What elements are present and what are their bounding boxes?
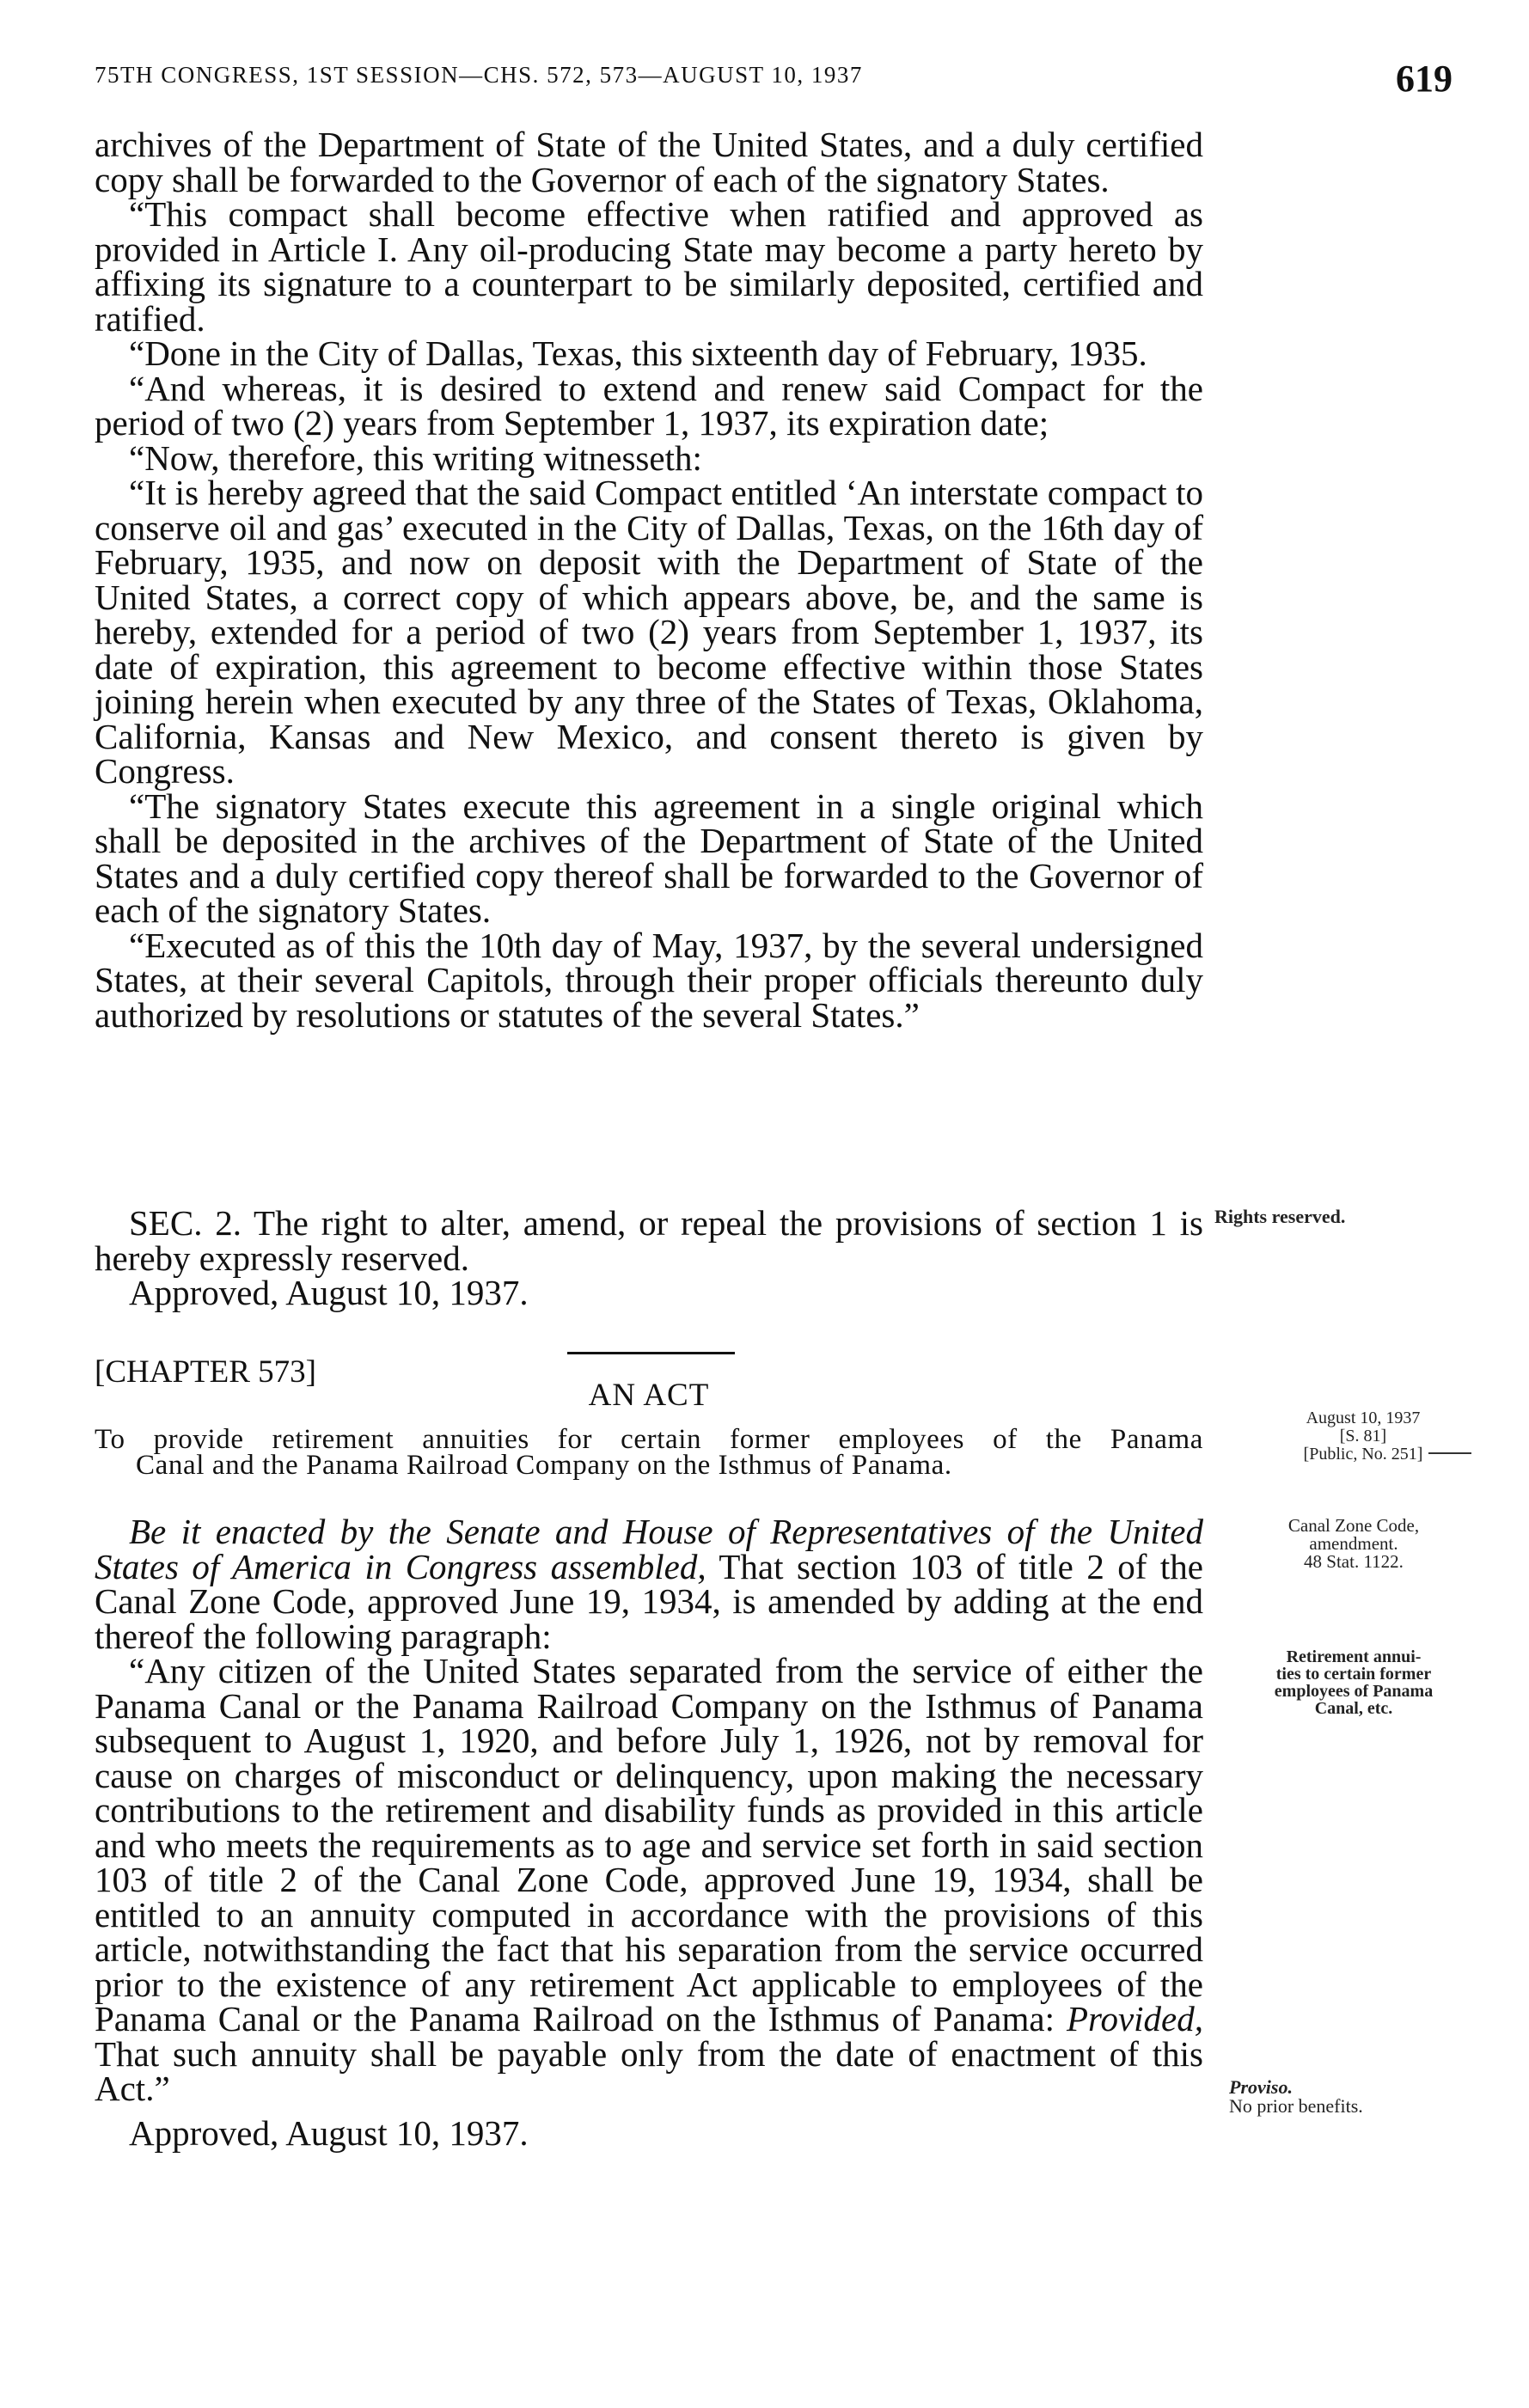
proviso-text: That such annuity shall be payable only from the date of enactment of this Act.” (95, 2033, 1203, 2108)
paragraph: “It is hereby agreed that the said Compact entitled ‘An interstate compact to conserve oil and gas’ executed in the City of Dallas, Texas, on the 16th day of February, 1935, and now on deposit with the Department of State of the United States, a correct copy of which appears above, be, and the same is hereby, extended for a period of two (2) years from September 1, 1937, its date of expiration, this agreement to become effective within those States joining herein when executed by any three of the States of Texas, Oklahoma, California, Kansas and New Mexico, and consent thereto is given by Congress. (95, 473, 1203, 791)
margin-note-retirement (1229, 1648, 1478, 1717)
provided-word: Provided, (1066, 1999, 1203, 2038)
chapter-573-body (95, 1514, 1203, 2106)
margin-note-line: Retirement annui- (1286, 1647, 1422, 1666)
no-prior-benefits-label: No prior benefits. (1229, 2095, 1363, 2117)
paragraph: “And whereas, it is desired to extend and renew said Compact for the period of two (2) years from September 1, 1937, its expiration date; (95, 368, 1203, 443)
margin-note-line: 48 Stat. 1122. (1304, 1551, 1404, 1572)
bill-number: [S. 81] (1339, 1427, 1387, 1445)
paragraph: “Executed as of this the 10th day of May, 1937, by the several undersigned States, at their several Capitols, through their proper officials thereunto duly authorized by resolutions or statutes of the several States.” (95, 925, 1203, 1035)
act-title: AN ACT (588, 1378, 710, 1413)
section-2 (95, 1203, 1203, 1312)
running-title: 75TH CONGRESS, 1ST SESSION—CHS. 572, 573—AUGUST 10, 1937 (95, 62, 863, 88)
margin-note-enactment-date (1260, 1409, 1466, 1464)
amendment-text: “Any citizen of the United States separated from the service of either the Panama Canal or the Panama Railroad Company on the Isthmus of Panama subsequent to August 1, 1920, and before July 1, 1926, not by removal for cause on charges of misconduct or delinquency, upon making the necessary contributions to the retirement and disability funds as provided in this article and who meets the requirements as to age and service set forth in said section 103 of title 2 of the Canal Zone Code, approved June 19, 1934, shall be entitled to an annuity computed in accordance with the provisions of this article, notwithstanding the fact that his separation from the service occurred prior to the existence of any retirement Act applicable to employees of the Panama Canal or the Panama Railroad on the Isthmus of Panama: (95, 1651, 1203, 2038)
margin-note-line: ties to certain former (1275, 1665, 1432, 1684)
public-law-number: [Public, No. 251] (1303, 1445, 1423, 1464)
enacting-text: That section 103 of title 2 of the Canal Zone Code, approved June 19, 1934, is amended by adding at the end thereof the following paragraph: (95, 1546, 1203, 1656)
chapter-label: [CHAPTER 573] (95, 1354, 316, 1390)
enactment-date: August 10, 1937 (1306, 1409, 1421, 1427)
compact-continuation (95, 125, 1203, 1035)
approval-line: Approved, August 10, 1937. (129, 1273, 529, 1312)
margin-note-rights-reserved: Rights reserved. (1214, 1206, 1346, 1227)
margin-note-line: employees of Panama (1274, 1682, 1434, 1701)
margin-note-line: Canal Zone Code, (1287, 1515, 1420, 1536)
paragraph: “Done in the City of Dallas, Texas, this sixteenth day of February, 1935. (129, 333, 1147, 373)
margin-note-line: Canal, etc. (1314, 1699, 1393, 1718)
paragraph: archives of the Department of State of the United States, and a duly certified copy shall be forwarded to the Governor of each of the signatory States. (95, 125, 1203, 199)
margin-note-canal-zone-code (1229, 1517, 1478, 1571)
proviso-label: Proviso. (1229, 2076, 1293, 2098)
margin-rule (1428, 1452, 1471, 1454)
act-description-line: Canal and the Panama Railroad Company on the Isthmus of Panama. (136, 1450, 952, 1481)
section-2-text: SEC. 2. The right to alter, amend, or repeal the provisions of section 1 is hereby expressly reserved. (95, 1203, 1203, 1278)
paragraph: “This compact shall become effective when ratified and approved as provided in Article I. Any oil-producing State may become a party hereto by affixing its signature to a counterpart to be similarly deposited, certified and ratified. (95, 194, 1203, 339)
divider-rule (567, 1352, 735, 1354)
amendment-paragraph (95, 1653, 1203, 2106)
paragraph: “The signatory States execute this agreement in a single original which shall be deposited in the archives of the Department of State of the United States and a duly certified copy thereof shall be forwarded to the Governor of each of the signatory States. (95, 785, 1203, 930)
running-head (95, 57, 1453, 108)
act-description-line: To provide retirement annuities for certain former employees of the Panama (95, 1424, 1203, 1455)
margin-note-line: amendment. (1309, 1533, 1398, 1554)
margin-note-proviso (1229, 2078, 1444, 2116)
paragraph: “Now, therefore, this writing witnesseth: (129, 437, 702, 478)
act-description (95, 1424, 1203, 1481)
enacting-clause (95, 1512, 1203, 1656)
enacting-formula: Be it enacted by the Senate and House of Representatives of the United States of America in Congress assembled, (95, 1512, 1203, 1586)
page-number: 619 (1396, 58, 1453, 100)
approval-line: Approved, August 10, 1937. (129, 2113, 529, 2153)
chapter-573-approval (95, 2113, 1203, 2153)
